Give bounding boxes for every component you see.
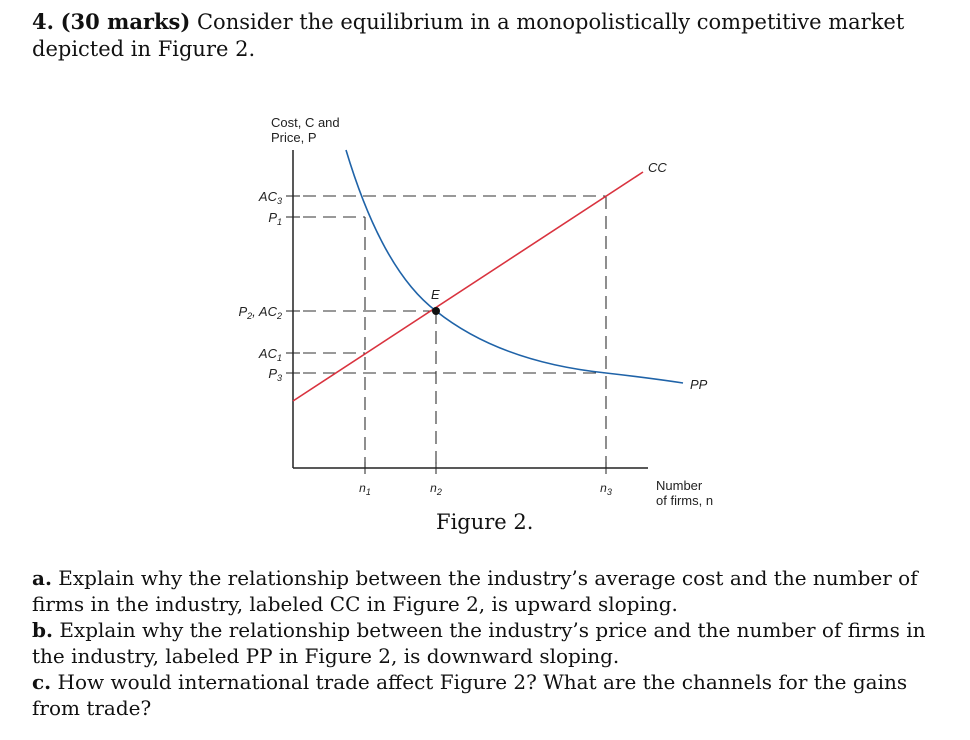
question-number: 4.	[32, 9, 54, 34]
question-marks: (30 marks)	[60, 9, 191, 34]
part-b-label: b.	[32, 618, 53, 642]
x-axis-label-line2: of firms, n	[656, 493, 714, 508]
pp-curve	[346, 150, 683, 383]
cc-curve	[293, 172, 643, 401]
x-tick-label-n1: $n_1$	[359, 481, 371, 497]
question-text: Consider the equilibrium in a monopolistically competitive market depicted in Figure 2.	[32, 10, 905, 61]
vertical-guides	[365, 196, 606, 468]
part-c-label: c.	[32, 670, 52, 694]
y-tick-label-p1: $P_1$	[268, 210, 282, 227]
part-a-label: a.	[32, 566, 52, 590]
y-tick-label-ac3: $AC_3$	[258, 189, 282, 206]
part-b-text: Explain why the relationship between the industry’s price and the number of firms in the industry, labeled PP in Figure 2, is downward sloping.	[32, 618, 926, 668]
y-axis-label-line2: Price, P	[271, 130, 317, 145]
x-tick-label-n2: $n_2$	[430, 481, 442, 497]
pp-curve-label: PP	[690, 377, 708, 392]
x-axis-label-line1: Number	[656, 478, 703, 493]
part-b	[32, 617, 952, 669]
cc-curve-label: CC	[648, 160, 667, 175]
question-parts	[32, 565, 952, 721]
part-c	[32, 669, 952, 721]
part-a	[32, 565, 952, 617]
y-axis-label-line1: Cost, C and	[271, 115, 340, 130]
equilibrium-point	[432, 307, 440, 315]
part-c-text: How would international trade affect Figure 2? What are the channels for the gains from trade?	[32, 670, 908, 720]
y-tick-label-p3: $P_3$	[268, 366, 282, 383]
y-tick-label-p2-ac2: $P_2$, $AC_2$	[238, 304, 282, 321]
figure-caption: Figure 2.	[436, 510, 534, 534]
x-tick-label-n3: $n_3$	[600, 481, 612, 497]
part-a-text: Explain why the relationship between the industry’s average cost and the number of firms in the industry, labeled CC in Figure 2, is upward sloping.	[32, 566, 918, 616]
horizontal-guides	[303, 196, 606, 373]
equilibrium-label: E	[431, 287, 440, 302]
y-tick-label-ac1: $AC_1$	[258, 346, 282, 363]
